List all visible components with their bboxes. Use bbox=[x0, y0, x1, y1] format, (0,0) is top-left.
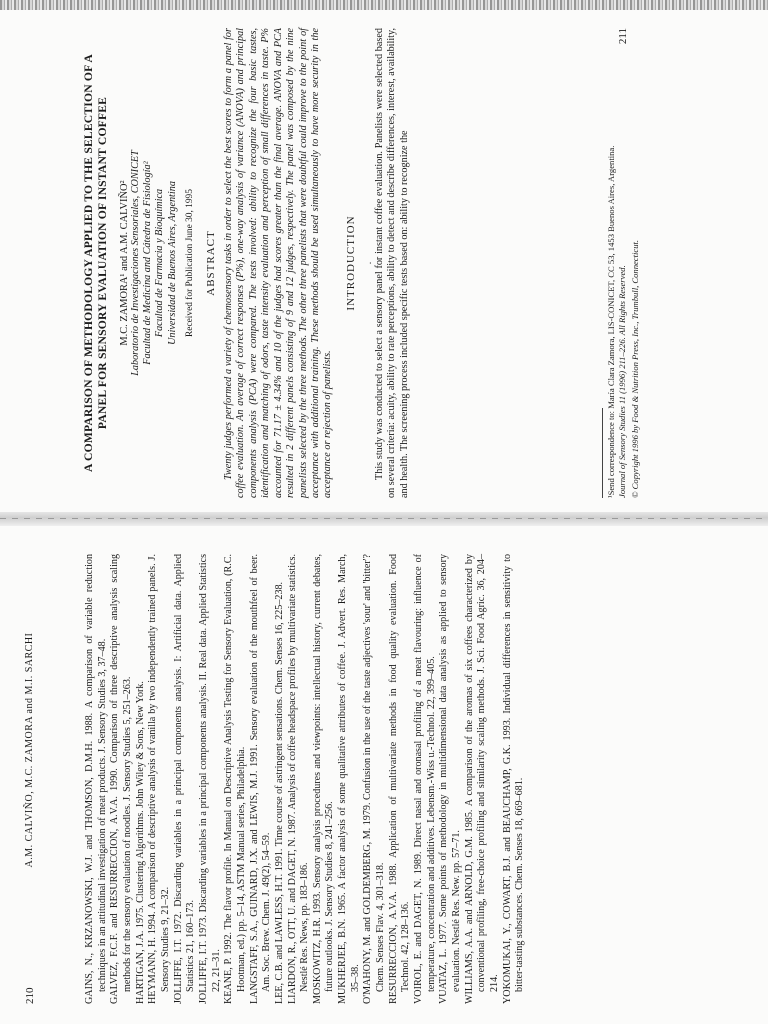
article-title: A COMPARISON OF METHODOLOGY APPLIED TO THE SELECTION OF A PANEL FOR SENSORY EVALUATION OF INSTANT COFFEE bbox=[82, 54, 110, 472]
page-210-content bbox=[24, 554, 526, 1004]
page-210 bbox=[0, 526, 768, 1024]
introduction-heading: INTRODUCTION bbox=[344, 215, 357, 311]
page-211-content bbox=[82, 28, 682, 498]
reference-entry: KEANE, P. 1992. The flavor profile. In Manual on Descriptive Analysis Testing for Sensory Evaluation, (R.C. Hootman, ed.) pp. 5–14, ASTM Manual series, Philadelphia. bbox=[223, 554, 247, 1004]
affiliation-line: Universidad de Buenos Aires, Argentina bbox=[166, 181, 178, 345]
reference-entry: HARTIGAN, J.A. 1975. Clustering Algorithms. John Wiley & Sons, New York. bbox=[134, 681, 146, 1004]
affiliation-line: Facultad de Medicina and Cátedra de Fisiología² bbox=[142, 161, 154, 365]
journal-row bbox=[617, 28, 631, 498]
page-header bbox=[24, 554, 36, 1004]
reference-entry: MOSKOWITZ, H.R. 1993. Sensory analysis procedures and viewpoints: intellectual history, current debates, future outlooks. J. Sensory Studies 8, 241–256. bbox=[311, 554, 336, 1004]
received-date: Received for Publication June 30, 1995 bbox=[184, 189, 195, 337]
reference-entry: VOIROL, E. and DAGET, N. 1989. Direct nasal and oronasal profiling of a meat flavouring: influence of temperature, concentration and additives. Lebensm.-Wiss u.-Technol. 22, 399–405. bbox=[413, 554, 437, 1004]
journal-citation: Journal of Sensory Studies 11 (1996) 211–226. All Rights Reserved. bbox=[616, 265, 627, 498]
reference-entry: JOLLIFFE, I.T. 1973. Discarding variables in a principal components analysis. II. Real data. Applied Statistics 22, 21–31. bbox=[197, 554, 222, 1004]
scan-edge-top bbox=[0, 0, 768, 10]
introduction-body bbox=[374, 28, 411, 498]
footnote: ¹Send correspondence to: María Clara Zamora, LIS-CONICET, CC 53, 1453 Buenos Aires, Argentina. bbox=[606, 145, 616, 498]
reference-entry: GALVEZ, F.C.F. and RESURRECCION, A.V.A. 1990. Comparison of three descriptive analysis scaling methods for the sensory evaluation of noodles. J. Sensory Studies 5, 251–263. bbox=[109, 554, 133, 1004]
abstract-text: Twenty judges performed a variety of chemosensory tasks in order to select the best scores to form a panel for coffee evaluation. An average of correct responses (P%), one-way analysis of variance (ANOVA) and principal components analysis (PCA) were compared. The tests involved: ability to recognize the four basic tastes, identification and matching of odors, taste intensity evaluation and perception of small differences in taste. P% accounted for 71.17 ± 4.34% and 10 of the judges had scores greater than the final average. ANOVA and PCA resulted in 2 different panels consisting of 9 and 12 judges, respectively. The panel was composed by the nine panelists selected by the three methods. The other three panelists that were doubtful could improve to the point of acceptance with additional training. These methods should be used simultaneously to have more security in the acceptance or rejection of panelists. bbox=[222, 28, 334, 498]
affiliation-line: Facultad de Farmacia y Bioquímica bbox=[154, 188, 166, 338]
reference-entry: HEYMANN, H. 1994. A comparison of descriptive analysis of vanilla by two independently trained panels. J. Sensory Studies 9, 21–32. bbox=[147, 554, 171, 1004]
page-number-210: 210 bbox=[24, 987, 36, 1004]
page-211 bbox=[0, 10, 768, 512]
footnote-rule bbox=[602, 408, 603, 498]
reference-entry: GAINS, N., KRZANOWSKI, W.J. and THOMSON, D.M.H. 1988. A comparison of variable reduction techniques in an attitudinal investigation of meat products. J. Sensory Studies 3, 37–48. bbox=[84, 554, 108, 1004]
reference-entry: RESURRECCION, A.V.A. 1988. Application of multivariate methods in food quality evaluation. Food Technol. 42, 128–136. bbox=[387, 554, 412, 1004]
page-footer bbox=[602, 28, 641, 498]
running-head: A.M. CALVIÑO, M.C. ZAMORA and M.I. SARCHI bbox=[24, 632, 35, 868]
reference-entry: O'MAHONY, M. and GOLDEMBERG, M. 1979. Confusion in the use of the taste adjectives 'sour' and 'bitter'? Chem. Senses Flav. 4, 301–318. bbox=[362, 554, 387, 1004]
abstract-heading: ABSTRACT bbox=[204, 230, 217, 296]
reference-entry: LIARDON, R., OTT, U. and DAGET, N. 1987. Analysis of coffee headspace profiles by multivariate statistics. Nestlé Res. News, pp. 183–186. bbox=[286, 554, 311, 1004]
affiliation-block bbox=[130, 28, 179, 498]
reference-entry: LEE, C.B. and LAWLESS, H.T. 1991. Time course of astringent sensations. Chem. Senses 16, 225–238. bbox=[273, 581, 285, 1004]
page-gutter bbox=[0, 512, 768, 526]
reference-entry: JOLLIFFE, I.T. 1972. Discarding variables in a principal components analysis. I: Artificial data. Applied Statistics 21, 160–173. bbox=[172, 554, 197, 1004]
article-authors: M.C. ZAMORA¹ and A.M. CALVIÑO² bbox=[118, 180, 130, 346]
introduction-text: This study was conducted to select a sensory panel for instant coffee evaluation. Panelists were selected based on several criteria: acuity, ability to rate perceptions, ability to detect and describe differences, interest, availability, and health. The screening process included specific tests based on: ability to recognize the bbox=[373, 28, 410, 498]
abstract-body bbox=[223, 28, 335, 498]
reference-entry: LANGSTAFF, S.A., GUINARD, J.X. and LEWIS, M.J. 1991. Sensory evaluation of the mouthfeel of beer. Am. Soc. Brew. Chem. J. 49(2), 54–59. bbox=[248, 554, 273, 1004]
page-number-211: 211 bbox=[616, 28, 629, 45]
copyright-line: © Copyright 1996 by Food & Nutrition Press, Inc., Trumbull, Connecticut. bbox=[630, 239, 641, 498]
reference-entry: YOKOMUKAI, Y., COWART, B.J. and BEAUCHAMP, G.K. 1993. Individual differences in sensitivity to bitter-tasting substances. Chem. Senses 18, 669–681. bbox=[501, 554, 526, 1004]
reference-entry: WILLIAMS, A.A. and ARNOLD, G.M. 1985. A comparison of the aromas of six coffees characterized by conventional profiling, free-choice profiling and similarity scaling methods. J. Sci. Food Agric. 36, 204–214. bbox=[463, 554, 500, 1004]
reference-list bbox=[84, 554, 527, 1004]
affiliation-line: Laboratorio de Investigaciones Sensoriales, CONICET bbox=[129, 150, 141, 376]
reference-entry: MUKHERJEE, B.N. 1965. A factor analysis of some qualitative attributes of coffee. J. Advert. Res. March, 35–38. bbox=[337, 554, 361, 1004]
section-separator: . bbox=[362, 261, 374, 265]
reference-entry: VUATAZ, L. 1977. Some points of methodology in multidimensional data analysis as applied to sensory evaluation. Nestlé Res. New. pp. 57–71. bbox=[438, 554, 463, 1004]
